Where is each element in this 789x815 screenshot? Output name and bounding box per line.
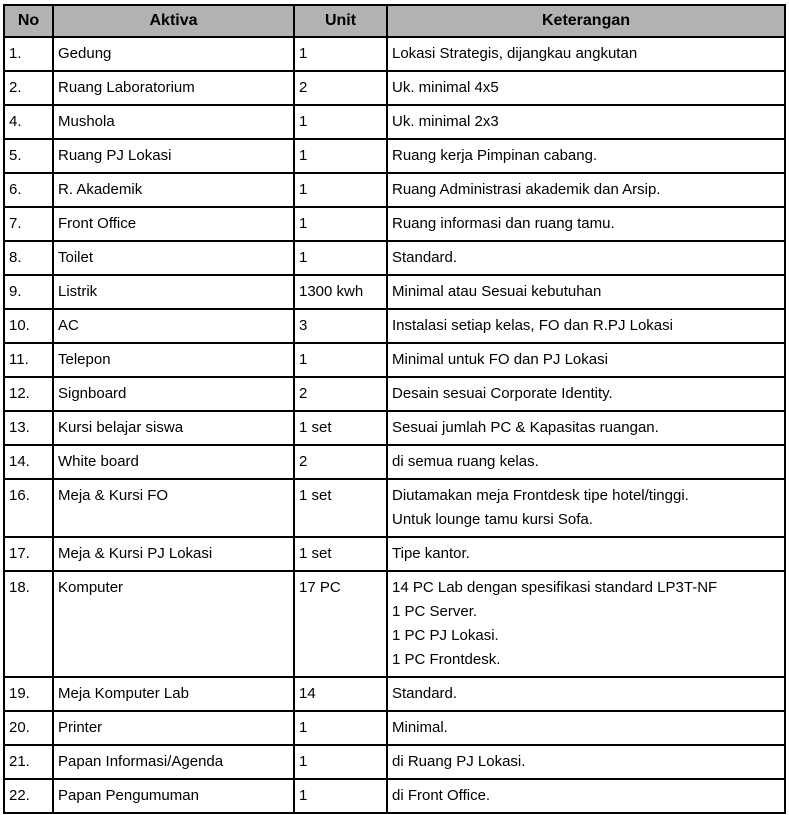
cell-keterangan bbox=[387, 207, 785, 241]
cell-unit: 1 bbox=[294, 105, 387, 139]
keterangan-line: Standard. bbox=[392, 685, 458, 702]
table-row bbox=[4, 571, 785, 677]
keterangan-line: 14 PC Lab dengan spesifikasi standard LP3T-NF bbox=[392, 579, 718, 596]
cell-keterangan bbox=[387, 479, 785, 537]
table-row bbox=[4, 37, 785, 71]
keterangan-line: Minimal. bbox=[392, 719, 448, 736]
table-row bbox=[4, 711, 785, 745]
keterangan-line: Minimal untuk FO dan PJ Lokasi bbox=[392, 351, 608, 368]
keterangan-line: Minimal atau Sesuai kebutuhan bbox=[392, 283, 602, 300]
cell-keterangan bbox=[387, 377, 785, 411]
cell-no: 10. bbox=[4, 309, 53, 343]
cell-unit: 1 bbox=[294, 139, 387, 173]
cell-unit: 1 bbox=[294, 37, 387, 71]
cell-unit: 1 set bbox=[294, 411, 387, 445]
cell-keterangan bbox=[387, 139, 785, 173]
cell-unit: 1 bbox=[294, 711, 387, 745]
cell-aktiva: Front Office bbox=[53, 207, 294, 241]
cell-aktiva: White board bbox=[53, 445, 294, 479]
cell-aktiva: Mushola bbox=[53, 105, 294, 139]
cell-no: 12. bbox=[4, 377, 53, 411]
cell-aktiva: Meja & Kursi FO bbox=[53, 479, 294, 537]
cell-no: 17. bbox=[4, 537, 53, 571]
cell-no: 14. bbox=[4, 445, 53, 479]
keterangan-line: Ruang kerja Pimpinan cabang. bbox=[392, 147, 598, 164]
cell-no: 13. bbox=[4, 411, 53, 445]
cell-aktiva: Signboard bbox=[53, 377, 294, 411]
cell-keterangan bbox=[387, 445, 785, 479]
cell-no: 22. bbox=[4, 779, 53, 813]
cell-aktiva: Toilet bbox=[53, 241, 294, 275]
cell-no: 1. bbox=[4, 37, 53, 71]
keterangan-line: Instalasi setiap kelas, FO dan R.PJ Lokasi bbox=[392, 317, 673, 334]
cell-unit: 1 bbox=[294, 207, 387, 241]
keterangan-line: 1 PC Frontdesk. bbox=[392, 651, 501, 668]
cell-no: 18. bbox=[4, 571, 53, 677]
cell-keterangan bbox=[387, 71, 785, 105]
table-row bbox=[4, 139, 785, 173]
keterangan-line: Standard. bbox=[392, 249, 458, 266]
cell-unit: 1 set bbox=[294, 479, 387, 537]
keterangan-line: di semua ruang kelas. bbox=[392, 453, 539, 470]
cell-aktiva: Printer bbox=[53, 711, 294, 745]
cell-keterangan bbox=[387, 105, 785, 139]
cell-no: 4. bbox=[4, 105, 53, 139]
cell-aktiva: Papan Pengumuman bbox=[53, 779, 294, 813]
keterangan-line: di Front Office. bbox=[392, 787, 491, 804]
table-row bbox=[4, 745, 785, 779]
cell-keterangan bbox=[387, 537, 785, 571]
cell-aktiva: Listrik bbox=[53, 275, 294, 309]
table-row bbox=[4, 377, 785, 411]
table-row bbox=[4, 411, 785, 445]
table-row bbox=[4, 537, 785, 571]
cell-no: 5. bbox=[4, 139, 53, 173]
table-row bbox=[4, 275, 785, 309]
cell-no: 9. bbox=[4, 275, 53, 309]
cell-aktiva: Telepon bbox=[53, 343, 294, 377]
cell-unit: 1300 kwh bbox=[294, 275, 387, 309]
cell-aktiva: Kursi belajar siswa bbox=[53, 411, 294, 445]
keterangan-line: 1 PC Server. bbox=[392, 603, 478, 620]
cell-keterangan bbox=[387, 241, 785, 275]
table-row bbox=[4, 343, 785, 377]
table-row bbox=[4, 105, 785, 139]
cell-no: 21. bbox=[4, 745, 53, 779]
cell-no: 19. bbox=[4, 677, 53, 711]
table-row bbox=[4, 207, 785, 241]
cell-keterangan bbox=[387, 37, 785, 71]
cell-no: 2. bbox=[4, 71, 53, 105]
table-row bbox=[4, 241, 785, 275]
cell-no: 11. bbox=[4, 343, 53, 377]
cell-keterangan bbox=[387, 677, 785, 711]
table-row bbox=[4, 309, 785, 343]
aktiva-table bbox=[3, 4, 786, 814]
cell-aktiva: R. Akademik bbox=[53, 173, 294, 207]
table-row bbox=[4, 779, 785, 813]
keterangan-line: Ruang Administrasi akademik dan Arsip. bbox=[392, 181, 661, 198]
cell-no: 20. bbox=[4, 711, 53, 745]
cell-unit: 1 bbox=[294, 779, 387, 813]
cell-no: 6. bbox=[4, 173, 53, 207]
header-no: No bbox=[4, 5, 53, 37]
cell-keterangan bbox=[387, 711, 785, 745]
cell-unit: 2 bbox=[294, 445, 387, 479]
table-row bbox=[4, 173, 785, 207]
keterangan-line: Sesuai jumlah PC & Kapasitas ruangan. bbox=[392, 419, 659, 436]
cell-unit: 1 bbox=[294, 745, 387, 779]
table-row bbox=[4, 445, 785, 479]
keterangan-line: Uk. minimal 2x3 bbox=[392, 113, 499, 130]
table-row bbox=[4, 71, 785, 105]
table-row bbox=[4, 677, 785, 711]
cell-keterangan bbox=[387, 571, 785, 677]
cell-unit: 1 set bbox=[294, 537, 387, 571]
cell-aktiva: Ruang Laboratorium bbox=[53, 71, 294, 105]
keterangan-line: Uk. minimal 4x5 bbox=[392, 79, 499, 96]
cell-unit: 2 bbox=[294, 377, 387, 411]
cell-aktiva: Papan Informasi/Agenda bbox=[53, 745, 294, 779]
cell-no: 16. bbox=[4, 479, 53, 537]
cell-no: 7. bbox=[4, 207, 53, 241]
keterangan-line: Desain sesuai Corporate Identity. bbox=[392, 385, 613, 402]
keterangan-line: Lokasi Strategis, dijangkau angkutan bbox=[392, 45, 638, 62]
cell-keterangan bbox=[387, 309, 785, 343]
header-aktiva: Aktiva bbox=[53, 5, 294, 37]
cell-aktiva: Meja & Kursi PJ Lokasi bbox=[53, 537, 294, 571]
table-body bbox=[4, 37, 785, 813]
cell-unit: 1 bbox=[294, 173, 387, 207]
cell-unit: 2 bbox=[294, 71, 387, 105]
cell-keterangan bbox=[387, 745, 785, 779]
cell-unit: 1 bbox=[294, 343, 387, 377]
cell-keterangan bbox=[387, 411, 785, 445]
keterangan-line: Diutamakan meja Frontdesk tipe hotel/tinggi. bbox=[392, 487, 689, 504]
table-row bbox=[4, 479, 785, 537]
cell-aktiva: Komputer bbox=[53, 571, 294, 677]
keterangan-line: Untuk lounge tamu kursi Sofa. bbox=[392, 511, 593, 528]
keterangan-line: di Ruang PJ Lokasi. bbox=[392, 753, 526, 770]
cell-keterangan bbox=[387, 343, 785, 377]
header-unit: Unit bbox=[294, 5, 387, 37]
cell-keterangan bbox=[387, 779, 785, 813]
cell-aktiva: AC bbox=[53, 309, 294, 343]
table-header-row bbox=[4, 5, 785, 37]
cell-unit: 14 bbox=[294, 677, 387, 711]
cell-no: 8. bbox=[4, 241, 53, 275]
cell-aktiva: Meja Komputer Lab bbox=[53, 677, 294, 711]
cell-keterangan bbox=[387, 173, 785, 207]
cell-unit: 1 bbox=[294, 241, 387, 275]
keterangan-line: 1 PC PJ Lokasi. bbox=[392, 627, 499, 644]
cell-unit: 17 PC bbox=[294, 571, 387, 677]
cell-aktiva: Gedung bbox=[53, 37, 294, 71]
cell-aktiva: Ruang PJ Lokasi bbox=[53, 139, 294, 173]
keterangan-line: Ruang informasi dan ruang tamu. bbox=[392, 215, 615, 232]
header-keterangan: Keterangan bbox=[387, 5, 785, 37]
keterangan-line: Tipe kantor. bbox=[392, 545, 470, 562]
cell-unit: 3 bbox=[294, 309, 387, 343]
cell-keterangan bbox=[387, 275, 785, 309]
